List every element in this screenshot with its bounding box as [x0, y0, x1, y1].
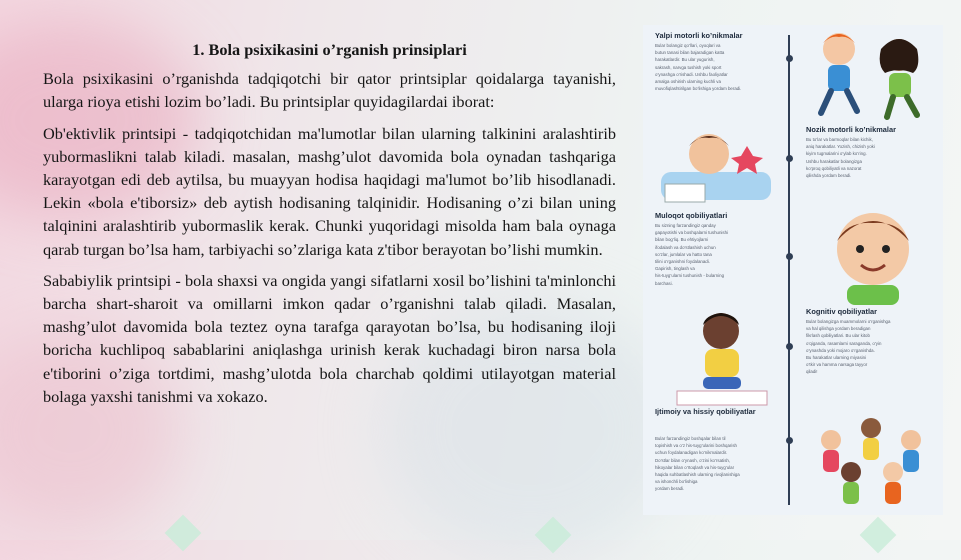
section-text-gross-motor [655, 42, 785, 92]
section-title-social-emotional: Ijtimoiy va hissiy qobiliyatlar [655, 407, 756, 416]
document-title: 1. Bola psixikasini o’rganish prinsiplari [192, 40, 467, 59]
section-text-communication [655, 222, 785, 287]
text-line: uchun foydalanadigan ko’nikmalardir. [655, 450, 728, 456]
reading-child-illustration [663, 307, 783, 407]
text-line: kiyim tugmalarini o’ylab ko’ring. [806, 151, 867, 157]
text-line: sakrash, narvga tushish yoki sport [655, 64, 722, 70]
decorative-diamond [165, 515, 202, 552]
infographic-panel [643, 25, 943, 515]
section-title-communication: Muloqot qobiliyatlari [655, 211, 728, 220]
text-line: hikoyalar bilan o’rtoqlash va his-tuyg’ular [655, 464, 735, 470]
text-line: haqida suhbatlashish ularning rivojlanishiga [655, 472, 740, 478]
text-line: gapayotishi va boshqalarni tushunishi [655, 230, 728, 236]
text-line: Do’stlar bilan o’ynash, o’zini ko’rsatish, [655, 457, 731, 463]
paragraph-intro: Bola psixikasini o’rganishda tadqiqotchi bir qator printsiplar qoidalarga tayanishi, ularga rioya etishi lozim bo’ladi. Bu printsiplar quyidagilardai iborat: [43, 69, 616, 112]
text-line: yordam beradi. [655, 486, 685, 492]
drawing-child-illustration [651, 120, 786, 208]
timeline-axis [788, 35, 790, 505]
text-line: Bular bolangiz qo’llari, oyoqlari va [655, 43, 721, 48]
document-body [43, 38, 616, 416]
section-title-gross-motor: Yalpi motorli ko’nikmalar [655, 31, 743, 40]
text-line: so’zlar, jumlalar va hatto tana [655, 251, 712, 257]
text-line: fikrlash qobiliyatlari. Bu ular kitob [806, 333, 870, 339]
text-line: harakatlardir. Bu ular yugurish, [655, 57, 715, 63]
text-line: o’ynashda yoki mojaro o’rganishda. [806, 347, 875, 353]
text-line: Bular bolangizga muammolarni o’rganishga [806, 319, 891, 324]
text-line: his-tuyg’ularni tushunish - bularning [655, 273, 725, 279]
text-line: qiladi! [806, 369, 818, 375]
section-text-cognitive [806, 318, 938, 376]
section-title-cognitive: Kognitiv qobiliyatlar [806, 307, 878, 316]
text-line: Gapirish, tinglash va [655, 266, 695, 272]
paragraph-causality: Sababiylik printsipi - bola shaxsi va ongida yangi sifatlarni xosil bo’lishini ta'minlonchi barcha shart-sharoit va omillarni imkon qadar o’rganishni talab qiladi. Masalan, mashg’ulot davomida bola teztez oyna tarafga qarayotan bo’lsa, bu hodisaning iloji boricha kuchlipoq sabablarini aniqlashga urinish kerak kuchadagi biron narsa bola e'tiborini o’ziga tortdimi, mashg’ulotda bola charchab qoldimi utilayotgan material bolaga yaxshi tanishmi va xokazo. [43, 270, 616, 406]
text-line: o’ynashga o’rishadi. Ushbu faoliyatlar [655, 71, 728, 77]
text-line: Bu harakatlar ularning miyasini [806, 355, 867, 361]
text-line: qilishda yordam beradi. [806, 173, 852, 179]
text-line: Bu sizning farzandingiz qanday [655, 223, 716, 228]
children-circle-illustration [801, 410, 941, 510]
text-line: Bu to’lar va barmoqlar bilan kichik, [806, 137, 873, 142]
text-line: va ishonchli bo’lishiga [655, 479, 698, 485]
timeline-dot [786, 55, 793, 62]
text-line: topishish va o’z his-tuyg’ularini boshqarish [655, 443, 738, 449]
section-title-fine-motor: Nozik motorli ko’nikmalar [806, 125, 896, 134]
text-line: ko’proq qobiliyatli va nazorat [806, 165, 862, 171]
timeline-dot [786, 253, 793, 260]
timeline-dot [786, 155, 793, 162]
text-line: barchasi. [655, 280, 673, 286]
decorative-diamond [860, 517, 897, 554]
running-children-illustration [801, 27, 941, 122]
text-line: o’tkir va hamma narsaga tayyor [806, 362, 868, 368]
text-line: ifodalash va do’stlashish uchun [655, 244, 716, 250]
text-line: bilan bog’liq. Bu ehtiyojlarni [655, 237, 709, 243]
section-text-fine-motor [806, 136, 938, 179]
text-line: Ushbu harakatlar bolangizga [806, 158, 862, 164]
paragraph-objectivity: Ob'ektivlik printsipi - tadqiqotchidan ma'lumotlar bilan ularning talkinini aralashtirib yubormaslikni talab kiladi. masalan, mashg’ulot davomida bola oynadan tashqariga karayotgan edi deb aytilsa, bu muayyan hodisa haqidagi ma'lumot bo’lib hisodlanadi. Lekin «bola e'tiborsiz» deb aytish hodisaning talqinidir. Hodisaning o’zi bilan uning talqinini aralashtirib yubormaslik kerak. Chunki yuqoridagi misolda ham bala oynaga qarab turgan bo’lsa ham, tarbiyachi so’zlariga kata z'tibor berayotan bo’lishi mumkin. [43, 123, 616, 259]
text-line: muvofiqlashtirilgan bo’lishiga yordam beradi. [655, 86, 742, 92]
text-line: o’qiganda, rasamlarni saraganda, o’yin [806, 340, 882, 346]
text-line: butun tanasi bilan bajaradigan katta [655, 50, 725, 56]
text-line: aniq harakatlar. Yozish, chizish yoki [806, 144, 875, 150]
timeline-dot [786, 437, 793, 444]
text-line: va hal qilishga yordam beradigan [806, 326, 871, 332]
section-text-social-emotional [655, 435, 785, 493]
text-line: Bular farzandingiz boshqalar bilan til [655, 436, 726, 441]
talking-child-illustration [803, 205, 933, 305]
text-line: tilini o’rganishni foydalanadi. [655, 259, 710, 265]
text-line: amalga oshirish ularning kuchli va [655, 79, 721, 85]
timeline-dot [786, 343, 793, 350]
